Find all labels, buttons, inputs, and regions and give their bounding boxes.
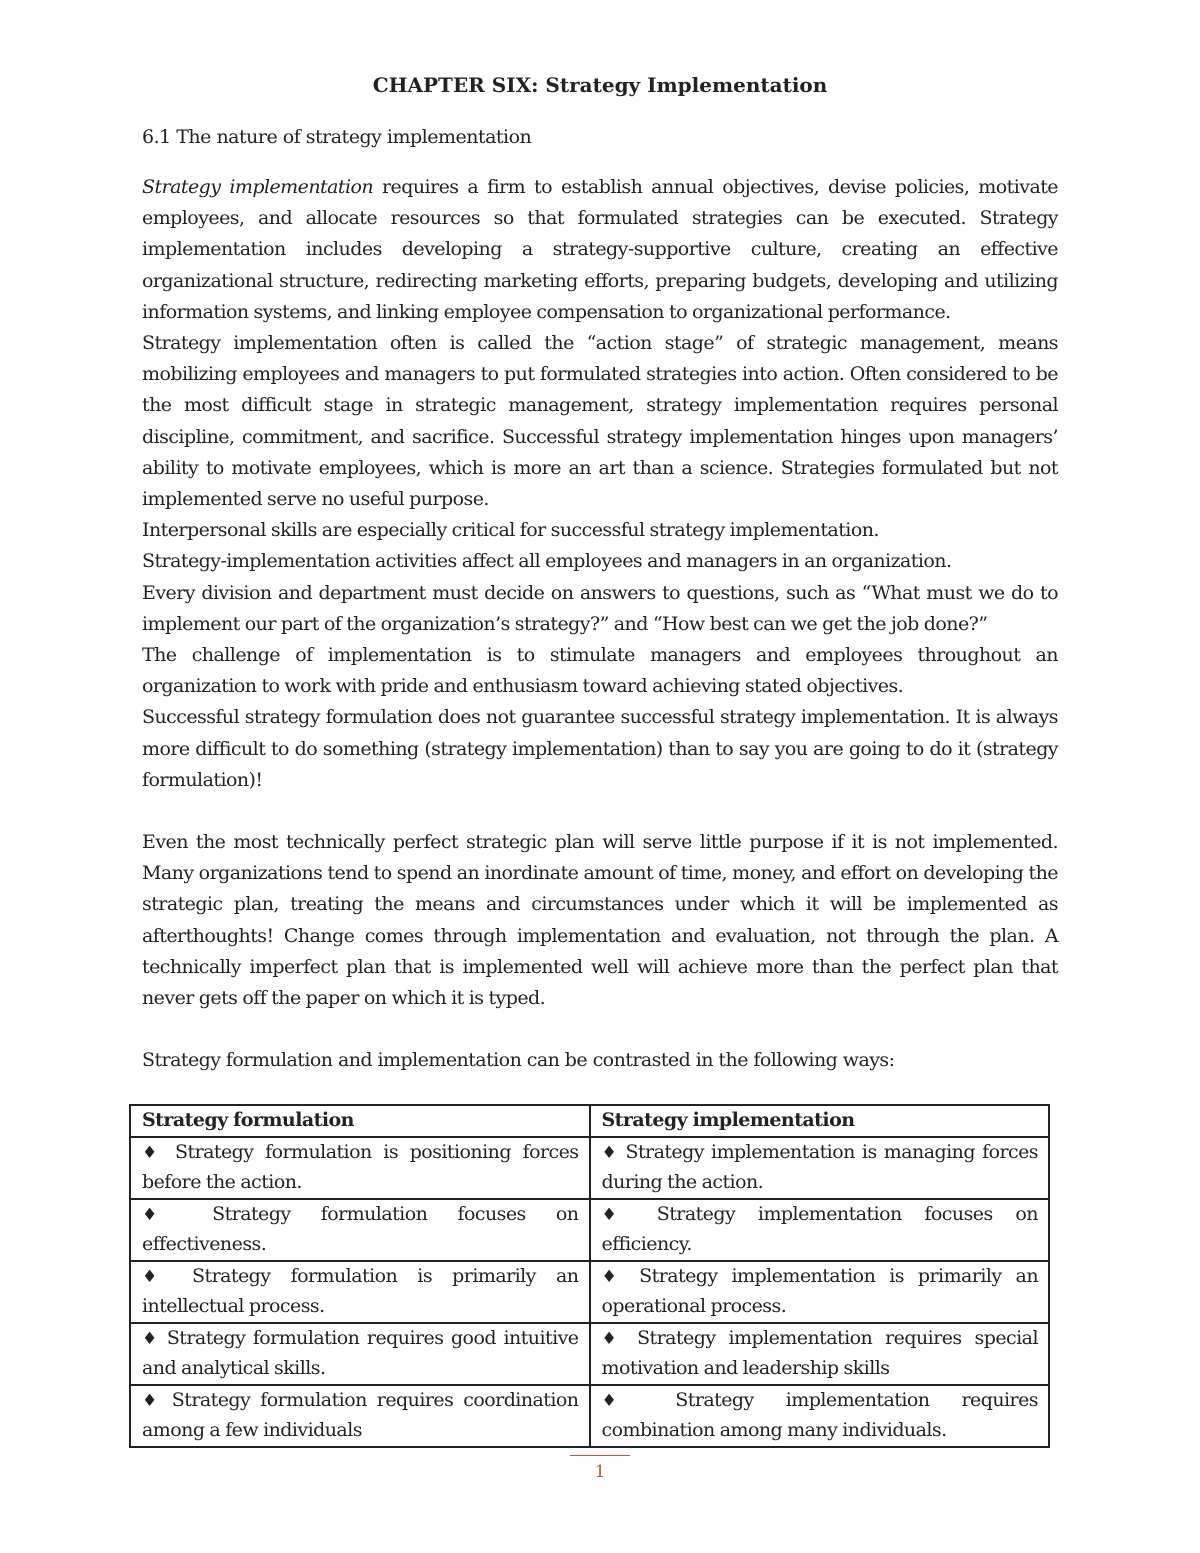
header-formulation: Strategy formulation <box>130 1105 590 1137</box>
section-heading: 6.1 The nature of strategy implementation <box>142 126 532 148</box>
diamond-bullet-icon: ♦ <box>601 1390 644 1411</box>
table-row <box>130 1261 1049 1323</box>
table-row <box>130 1199 1049 1261</box>
table-cell <box>590 1261 1050 1323</box>
table-cell <box>590 1385 1050 1447</box>
paragraph-activities: Strategy-implementation activities affect all employees and managers in an organization. <box>142 550 952 573</box>
table-cell <box>590 1199 1050 1261</box>
paragraph-perfect-plan: Even the most technically perfect strategic plan will serve little purpose if it is not implemented. Many organizations tend to spend an inordinate amount of time, money, and effort on developing the strategic plan, treating the means and circumstances under which it will be implemented as afterthoughts! Change comes through implementation and evaluation, not through the plan. A technically imperfect plan that is implemented well will achieve more than the perfect plan that never gets off the paper on which it is typed. <box>142 831 1058 1010</box>
table-cell <box>130 1199 590 1261</box>
diamond-bullet-icon: ♦ <box>142 1328 160 1349</box>
table-cell <box>590 1323 1050 1385</box>
header-implementation: Strategy implementation <box>590 1105 1050 1137</box>
paragraph-definition <box>142 172 1058 328</box>
document-page <box>142 70 1058 1076</box>
paragraph-definition-text: requires a firm to establish annual objectives, devise policies, motivate employees, and allocate resources so that formulated strategies can be executed. Strategy implementation includes developing a strategy-supportive culture, creating an effective organizational structure, redirecting marketing efforts, preparing budgets, developing and utilizing information systems, and linking employee compensation to organizational performance. <box>142 176 1059 323</box>
cell-text: Strategy formulation requires coordination among a few individuals <box>142 1388 579 1441</box>
paragraph-interpersonal: Interpersonal skills are especially critical for successful strategy implementation. <box>142 519 879 542</box>
cell-text: Strategy implementation requires combination among many individuals. <box>601 1388 1038 1441</box>
table-row <box>130 1137 1049 1199</box>
diamond-bullet-icon: ♦ <box>142 1204 182 1225</box>
footer-divider <box>570 1455 630 1456</box>
cell-text: Strategy implementation is managing forces during the action. <box>601 1140 1038 1193</box>
table-cell <box>130 1261 590 1323</box>
cell-text: Strategy formulation is primarily an intellectual process. <box>142 1264 579 1317</box>
paragraph-challenge: The challenge of implementation is to stimulate managers and employees throughout an organization to work with pride and enthusiasm toward achieving stated objectives. <box>142 644 1058 698</box>
paragraph-guarantee: Successful strategy formulation does not guarantee successful strategy implementation. It is always more difficult to do something (strategy implementation) than to say you are going to do it (strategy formulation)! <box>142 706 1058 791</box>
table-cell <box>130 1323 590 1385</box>
diamond-bullet-icon: ♦ <box>601 1204 634 1225</box>
diamond-bullet-icon: ♦ <box>142 1142 164 1163</box>
diamond-bullet-icon: ♦ <box>601 1142 619 1163</box>
diamond-bullet-icon: ♦ <box>142 1390 162 1411</box>
cell-text: Strategy implementation focuses on efficiency. <box>601 1202 1038 1255</box>
comparison-table <box>129 1104 1050 1448</box>
diamond-bullet-icon: ♦ <box>601 1266 626 1287</box>
page-number: 1 <box>594 1462 606 1482</box>
italic-term: Strategy implementation <box>142 176 374 198</box>
cell-text: Strategy formulation is positioning forces before the action. <box>142 1140 579 1193</box>
table-row <box>130 1323 1049 1385</box>
table-cell <box>130 1385 590 1447</box>
cell-text: Strategy implementation is primarily an operational process. <box>601 1264 1039 1317</box>
diamond-bullet-icon: ♦ <box>142 1266 172 1287</box>
paragraph-questions: Every division and department must decide on answers to questions, such as “What must we do to implement our part of the organization’s strategy?” and “How best can we get the job done?” <box>142 581 1058 635</box>
cell-text: Strategy formulation requires good intuitive and analytical skills. <box>142 1326 579 1379</box>
table-cell <box>590 1137 1050 1199</box>
table-intro: Strategy formulation and implementation can be contrasted in the following ways: <box>142 1049 895 1072</box>
diamond-bullet-icon: ♦ <box>601 1328 625 1349</box>
table-cell <box>130 1137 590 1199</box>
paragraph-spacer <box>142 796 1058 827</box>
paragraph-spacer <box>142 1014 1058 1045</box>
paragraph-action-stage: Strategy implementation often is called the “action stage” of strategic management, means mobilizing employees and managers to put formulated strategies into action. Often considered to be the most difficult stage in strategic management, strategy implementation requires personal discipline, commitment, and sacrifice. Successful strategy implementation hinges upon managers’ ability to motivate employees, which is more an art than a science. Strategies formulated but not implemented serve no useful purpose. <box>142 332 1058 511</box>
chapter-title: CHAPTER SIX: Strategy Implementation <box>372 73 828 97</box>
table-header-row <box>130 1105 1049 1137</box>
table-row <box>130 1385 1049 1447</box>
cell-text: Strategy implementation requires special motivation and leadership skills <box>601 1326 1038 1379</box>
cell-text: Strategy formulation focuses on effectiveness. <box>142 1202 579 1255</box>
